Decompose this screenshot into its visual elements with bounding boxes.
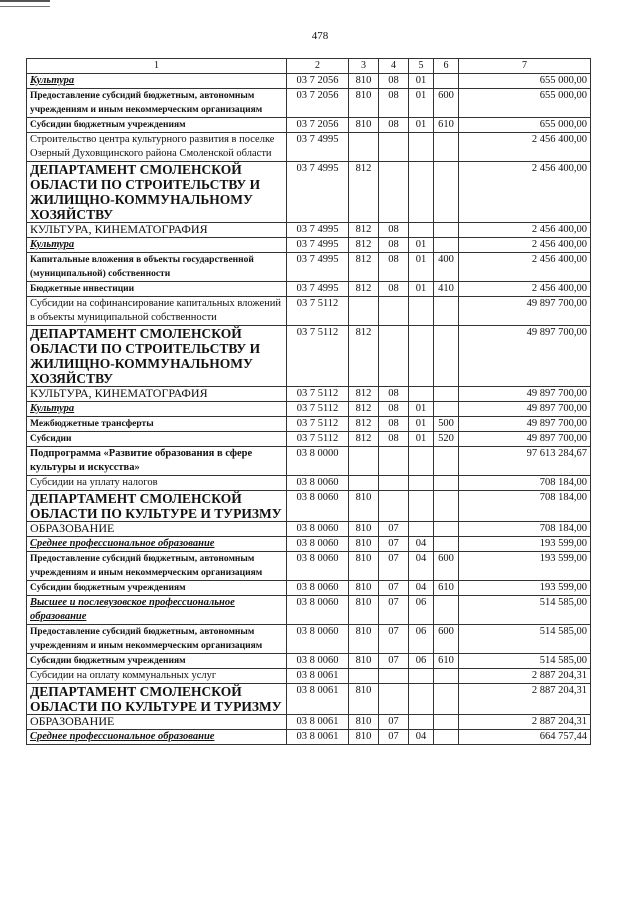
subsection-code xyxy=(409,162,434,223)
amount: 2 456 400,00 xyxy=(459,133,591,162)
administrator-code: 810 xyxy=(349,625,379,654)
target-article-code: 03 7 2056 xyxy=(287,89,349,118)
section-code xyxy=(379,684,409,715)
table-row xyxy=(27,326,591,387)
table-row xyxy=(27,625,591,654)
section-code: 08 xyxy=(379,223,409,238)
amount: 49 897 700,00 xyxy=(459,417,591,432)
subsection-code: 04 xyxy=(409,537,434,552)
target-article-code: 03 7 5112 xyxy=(287,417,349,432)
administrator-code: 810 xyxy=(349,654,379,669)
table-row xyxy=(27,537,591,552)
section-code: 07 xyxy=(379,537,409,552)
subsection-code xyxy=(409,223,434,238)
subsection-code: 04 xyxy=(409,552,434,581)
section-code: 08 xyxy=(379,89,409,118)
target-article-code: 03 8 0000 xyxy=(287,447,349,476)
subsection-code xyxy=(409,491,434,522)
amount: 49 897 700,00 xyxy=(459,387,591,402)
subsection-code: 01 xyxy=(409,89,434,118)
administrator-code: 810 xyxy=(349,74,379,89)
amount: 655 000,00 xyxy=(459,118,591,133)
row-name: Среднее профессиональное образование xyxy=(27,537,287,552)
target-article-code: 03 8 0061 xyxy=(287,669,349,684)
expense-type-code xyxy=(434,669,459,684)
administrator-code: 810 xyxy=(349,596,379,625)
table-row xyxy=(27,522,591,537)
table-row xyxy=(27,581,591,596)
subsection-code xyxy=(409,387,434,402)
expense-type-code xyxy=(434,402,459,417)
target-article-code: 03 7 4995 xyxy=(287,133,349,162)
administrator-code: 810 xyxy=(349,537,379,552)
expense-type-code: 600 xyxy=(434,89,459,118)
target-article-code: 03 8 0060 xyxy=(287,522,349,537)
row-name: Межбюджетные трансферты xyxy=(27,417,287,432)
target-article-code: 03 7 2056 xyxy=(287,74,349,89)
amount: 49 897 700,00 xyxy=(459,432,591,447)
section-code xyxy=(379,133,409,162)
amount: 2 456 400,00 xyxy=(459,238,591,253)
row-name: КУЛЬТУРА, КИНЕМАТОГРАФИЯ xyxy=(27,223,287,238)
expense-type-code xyxy=(434,387,459,402)
table-row xyxy=(27,432,591,447)
column-header: 6 xyxy=(434,59,459,74)
subsection-code xyxy=(409,133,434,162)
table-row xyxy=(27,297,591,326)
administrator-code: 810 xyxy=(349,491,379,522)
administrator-code xyxy=(349,447,379,476)
section-code: 08 xyxy=(379,282,409,297)
column-header: 2 xyxy=(287,59,349,74)
table-row xyxy=(27,654,591,669)
table-row xyxy=(27,491,591,522)
table-row xyxy=(27,596,591,625)
row-name: Культура xyxy=(27,238,287,253)
row-name: ДЕПАРТАМЕНТ СМОЛЕНСКОЙ ОБЛАСТИ ПО КУЛЬТУРЕ И ТУРИЗМУ xyxy=(27,684,287,715)
administrator-code: 812 xyxy=(349,238,379,253)
expense-type-code xyxy=(434,447,459,476)
administrator-code: 810 xyxy=(349,715,379,730)
amount: 49 897 700,00 xyxy=(459,326,591,387)
expense-type-code xyxy=(434,74,459,89)
row-name: Предоставление субсидий бюджетным, автономным учреждениям и иным некоммерческим организациям xyxy=(27,89,287,118)
administrator-code: 812 xyxy=(349,402,379,417)
section-code: 07 xyxy=(379,522,409,537)
subsection-code xyxy=(409,297,434,326)
administrator-code xyxy=(349,297,379,326)
section-code: 08 xyxy=(379,417,409,432)
section-code xyxy=(379,447,409,476)
subsection-code: 06 xyxy=(409,596,434,625)
row-name: Подпрограмма «Развитие образования в сфере культуры и искусства» xyxy=(27,447,287,476)
amount: 2 456 400,00 xyxy=(459,223,591,238)
amount: 49 897 700,00 xyxy=(459,402,591,417)
row-name: Предоставление субсидий бюджетным, автономным учреждениям и иным некоммерческим организациям xyxy=(27,625,287,654)
table-row xyxy=(27,133,591,162)
row-name: Субсидии бюджетным учреждениям xyxy=(27,654,287,669)
row-name: Субсидии бюджетным учреждениям xyxy=(27,118,287,133)
section-code: 08 xyxy=(379,238,409,253)
amount: 2 887 204,31 xyxy=(459,684,591,715)
table-body xyxy=(27,74,591,745)
table-row xyxy=(27,447,591,476)
subsection-code: 04 xyxy=(409,730,434,745)
row-name: Предоставление субсидий бюджетным, автономным учреждениям и иным некоммерческим организациям xyxy=(27,552,287,581)
target-article-code: 03 7 4995 xyxy=(287,162,349,223)
amount: 97 613 284,67 xyxy=(459,447,591,476)
amount: 2 887 204,31 xyxy=(459,669,591,684)
amount: 193 599,00 xyxy=(459,581,591,596)
target-article-code: 03 8 0060 xyxy=(287,581,349,596)
expense-type-code: 410 xyxy=(434,282,459,297)
column-header: 3 xyxy=(349,59,379,74)
expense-type-code xyxy=(434,730,459,745)
amount: 2 456 400,00 xyxy=(459,282,591,297)
section-code: 07 xyxy=(379,654,409,669)
expense-type-code xyxy=(434,476,459,491)
target-article-code: 03 8 0060 xyxy=(287,476,349,491)
amount: 193 599,00 xyxy=(459,537,591,552)
row-name: Среднее профессиональное образование xyxy=(27,730,287,745)
table-row xyxy=(27,476,591,491)
row-name: ДЕПАРТАМЕНТ СМОЛЕНСКОЙ ОБЛАСТИ ПО КУЛЬТУРЕ И ТУРИЗМУ xyxy=(27,491,287,522)
expense-type-code xyxy=(434,522,459,537)
section-code: 07 xyxy=(379,581,409,596)
section-code xyxy=(379,669,409,684)
subsection-code xyxy=(409,447,434,476)
expense-type-code: 520 xyxy=(434,432,459,447)
expense-type-code xyxy=(434,596,459,625)
table-row xyxy=(27,74,591,89)
section-code xyxy=(379,476,409,491)
administrator-code: 810 xyxy=(349,730,379,745)
corner-scan-mark xyxy=(0,0,50,7)
subsection-code: 06 xyxy=(409,625,434,654)
target-article-code: 03 7 4995 xyxy=(287,282,349,297)
expense-type-code xyxy=(434,238,459,253)
expense-type-code: 400 xyxy=(434,253,459,282)
expense-type-code: 610 xyxy=(434,581,459,596)
row-name: Культура xyxy=(27,402,287,417)
target-article-code: 03 7 4995 xyxy=(287,238,349,253)
administrator-code: 812 xyxy=(349,326,379,387)
section-code: 08 xyxy=(379,432,409,447)
administrator-code: 812 xyxy=(349,253,379,282)
target-article-code: 03 8 0060 xyxy=(287,537,349,552)
row-name: Субсидии на оплату коммунальных услуг xyxy=(27,669,287,684)
section-code xyxy=(379,162,409,223)
administrator-code: 810 xyxy=(349,552,379,581)
amount: 2 887 204,31 xyxy=(459,715,591,730)
subsection-code: 01 xyxy=(409,238,434,253)
amount: 708 184,00 xyxy=(459,522,591,537)
table-row xyxy=(27,223,591,238)
section-code: 07 xyxy=(379,730,409,745)
amount: 2 456 400,00 xyxy=(459,162,591,223)
row-name: Капитальные вложения в объекты государственной (муниципальной) собственности xyxy=(27,253,287,282)
subsection-code: 04 xyxy=(409,581,434,596)
expense-type-code: 500 xyxy=(434,417,459,432)
target-article-code: 03 7 5112 xyxy=(287,297,349,326)
row-name: Высшее и послевузовское профессиональное образование xyxy=(27,596,287,625)
table-row xyxy=(27,669,591,684)
administrator-code: 812 xyxy=(349,162,379,223)
target-article-code: 03 7 5112 xyxy=(287,387,349,402)
administrator-code: 810 xyxy=(349,522,379,537)
subsection-code: 01 xyxy=(409,417,434,432)
row-name: Культура xyxy=(27,74,287,89)
table-row xyxy=(27,253,591,282)
row-name: Строительство центра культурного развития в поселке Озерный Духовщинского района Смоленской области xyxy=(27,133,287,162)
section-code: 08 xyxy=(379,253,409,282)
row-name: Субсидии xyxy=(27,432,287,447)
section-code xyxy=(379,326,409,387)
row-name: Бюджетные инвестиции xyxy=(27,282,287,297)
expense-type-code: 610 xyxy=(434,654,459,669)
expense-type-code: 600 xyxy=(434,552,459,581)
amount: 2 456 400,00 xyxy=(459,253,591,282)
expense-type-code xyxy=(434,297,459,326)
section-code: 08 xyxy=(379,118,409,133)
subsection-code xyxy=(409,715,434,730)
administrator-code xyxy=(349,476,379,491)
table-row xyxy=(27,684,591,715)
expense-type-code xyxy=(434,326,459,387)
administrator-code: 812 xyxy=(349,387,379,402)
target-article-code: 03 8 0061 xyxy=(287,684,349,715)
section-code: 07 xyxy=(379,715,409,730)
target-article-code: 03 8 0060 xyxy=(287,552,349,581)
administrator-code: 812 xyxy=(349,223,379,238)
table-row xyxy=(27,730,591,745)
expense-type-code xyxy=(434,491,459,522)
target-article-code: 03 7 4995 xyxy=(287,223,349,238)
target-article-code: 03 7 2056 xyxy=(287,118,349,133)
amount: 655 000,00 xyxy=(459,74,591,89)
row-name: ДЕПАРТАМЕНТ СМОЛЕНСКОЙ ОБЛАСТИ ПО СТРОИТЕЛЬСТВУ И ЖИЛИЩНО-КОММУНАЛЬНОМУ ХОЗЯЙСТВУ xyxy=(27,162,287,223)
amount: 708 184,00 xyxy=(459,491,591,522)
column-header: 5 xyxy=(409,59,434,74)
table-row xyxy=(27,387,591,402)
column-header: 4 xyxy=(379,59,409,74)
section-code: 08 xyxy=(379,387,409,402)
expense-type-code xyxy=(434,715,459,730)
administrator-code: 810 xyxy=(349,89,379,118)
administrator-code: 812 xyxy=(349,432,379,447)
section-code: 08 xyxy=(379,402,409,417)
row-name: ОБРАЗОВАНИЕ xyxy=(27,715,287,730)
section-code: 07 xyxy=(379,625,409,654)
table-row xyxy=(27,402,591,417)
subsection-code xyxy=(409,669,434,684)
target-article-code: 03 7 5112 xyxy=(287,432,349,447)
amount: 514 585,00 xyxy=(459,625,591,654)
page-number: 478 xyxy=(311,30,329,42)
expense-type-code: 610 xyxy=(434,118,459,133)
expense-type-code xyxy=(434,684,459,715)
subsection-code xyxy=(409,684,434,715)
table-row xyxy=(27,89,591,118)
expense-type-code: 600 xyxy=(434,625,459,654)
target-article-code: 03 8 0061 xyxy=(287,730,349,745)
table-row xyxy=(27,162,591,223)
expense-type-code xyxy=(434,133,459,162)
subsection-code xyxy=(409,476,434,491)
administrator-code: 812 xyxy=(349,417,379,432)
section-code: 08 xyxy=(379,74,409,89)
target-article-code: 03 8 0061 xyxy=(287,715,349,730)
subsection-code xyxy=(409,522,434,537)
section-code: 07 xyxy=(379,552,409,581)
table-row xyxy=(27,238,591,253)
section-code: 07 xyxy=(379,596,409,625)
column-header: 7 xyxy=(459,59,591,74)
expense-type-code xyxy=(434,223,459,238)
table-row xyxy=(27,552,591,581)
table-header xyxy=(27,59,591,74)
row-name: Субсидии бюджетным учреждениям xyxy=(27,581,287,596)
administrator-code xyxy=(349,133,379,162)
table-row xyxy=(27,417,591,432)
subsection-code: 01 xyxy=(409,118,434,133)
column-header: 1 xyxy=(27,59,287,74)
subsection-code: 06 xyxy=(409,654,434,669)
section-code xyxy=(379,491,409,522)
administrator-code: 810 xyxy=(349,684,379,715)
target-article-code: 03 8 0060 xyxy=(287,625,349,654)
target-article-code: 03 8 0060 xyxy=(287,491,349,522)
budget-table xyxy=(26,58,591,745)
amount: 708 184,00 xyxy=(459,476,591,491)
section-code xyxy=(379,297,409,326)
amount: 664 757,44 xyxy=(459,730,591,745)
target-article-code: 03 7 4995 xyxy=(287,253,349,282)
row-name: Субсидии на уплату налогов xyxy=(27,476,287,491)
expense-type-code xyxy=(434,162,459,223)
subsection-code xyxy=(409,326,434,387)
header-row xyxy=(27,59,591,74)
subsection-code: 01 xyxy=(409,402,434,417)
row-name: КУЛЬТУРА, КИНЕМАТОГРАФИЯ xyxy=(27,387,287,402)
row-name: ДЕПАРТАМЕНТ СМОЛЕНСКОЙ ОБЛАСТИ ПО СТРОИТЕЛЬСТВУ И ЖИЛИЩНО-КОММУНАЛЬНОМУ ХОЗЯЙСТВУ xyxy=(27,326,287,387)
subsection-code: 01 xyxy=(409,282,434,297)
administrator-code xyxy=(349,669,379,684)
table-row xyxy=(27,118,591,133)
table-row xyxy=(27,715,591,730)
row-name: Субсидии на софинансирование капитальных вложений в объекты муниципальной собственности xyxy=(27,297,287,326)
amount: 193 599,00 xyxy=(459,552,591,581)
administrator-code: 810 xyxy=(349,118,379,133)
subsection-code: 01 xyxy=(409,74,434,89)
amount: 514 585,00 xyxy=(459,654,591,669)
table-row xyxy=(27,282,591,297)
target-article-code: 03 8 0060 xyxy=(287,654,349,669)
administrator-code: 812 xyxy=(349,282,379,297)
target-article-code: 03 8 0060 xyxy=(287,596,349,625)
subsection-code: 01 xyxy=(409,253,434,282)
target-article-code: 03 7 5112 xyxy=(287,326,349,387)
target-article-code: 03 7 5112 xyxy=(287,402,349,417)
amount: 49 897 700,00 xyxy=(459,297,591,326)
amount: 514 585,00 xyxy=(459,596,591,625)
row-name: ОБРАЗОВАНИЕ xyxy=(27,522,287,537)
administrator-code: 810 xyxy=(349,581,379,596)
subsection-code: 01 xyxy=(409,432,434,447)
amount: 655 000,00 xyxy=(459,89,591,118)
expense-type-code xyxy=(434,537,459,552)
